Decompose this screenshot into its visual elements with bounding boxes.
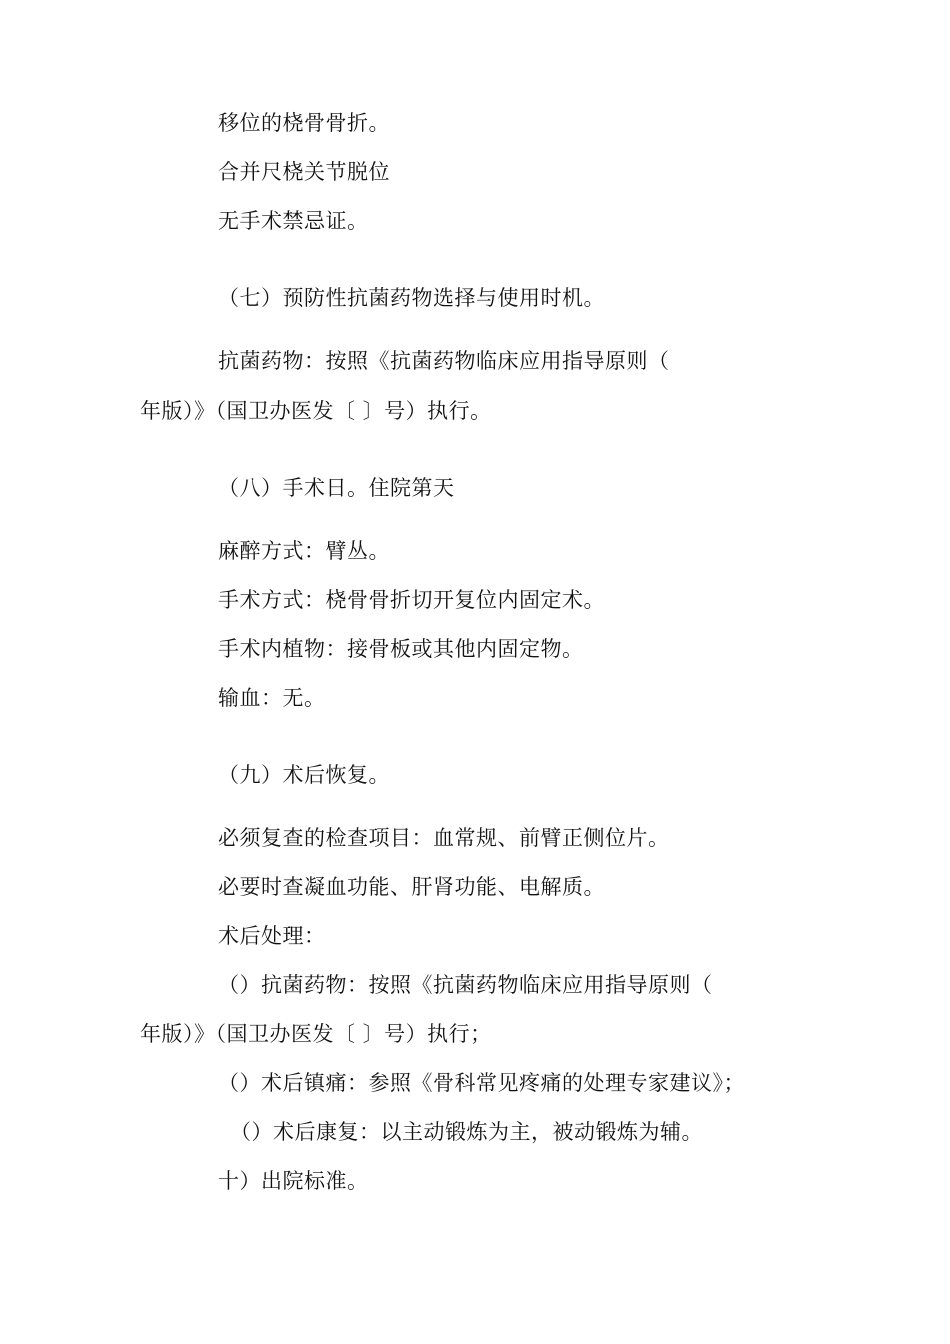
text-line: 年版）》（国卫办医发〔 〕号）执行。 <box>140 399 492 423</box>
text-line: 必要时查凝血功能、肝肾功能、电解质。 <box>218 875 605 899</box>
section-heading-7: （七）预防性抗菌药物选择与使用时机。 <box>218 286 605 310</box>
text-line: 合并尺桡关节脱位 <box>218 160 390 184</box>
text-line: 无手术禁忌证。 <box>218 209 369 233</box>
text-line: 移位的桡骨骨折。 <box>218 111 390 135</box>
text-line: 必须复查的检查项目：血常规、前臂正侧位片。 <box>218 826 670 850</box>
text-line: 输血：无。 <box>218 686 326 710</box>
text-line: 抗菌药物：按照《抗菌药物临床应用指导原则（ <box>218 349 670 373</box>
section-heading-10: 十）出院标准。 <box>218 1169 369 1193</box>
text-line: （）术后镇痛：参照《骨科常见疼痛的处理专家建议》； <box>218 1071 745 1095</box>
text-line: 麻醉方式：臂丛。 <box>218 539 390 563</box>
text-line: 手术方式：桡骨骨折切开复位内固定术。 <box>218 588 605 612</box>
text-line: （）抗菌药物：按照《抗菌药物临床应用指导原则（ <box>218 973 713 997</box>
section-heading-9: （九）术后恢复。 <box>218 763 390 787</box>
section-heading-8: （八）手术日。住院第天 <box>218 476 455 500</box>
text-line: （）术后康复：以主动锻炼为主，被动锻炼为辅。 <box>230 1120 703 1144</box>
text-line: 年版）》（国卫办医发〔 〕号）执行； <box>140 1022 492 1046</box>
text-line: 术后处理： <box>218 924 326 948</box>
text-line: 手术内植物：接骨板或其他内固定物。 <box>218 637 584 661</box>
